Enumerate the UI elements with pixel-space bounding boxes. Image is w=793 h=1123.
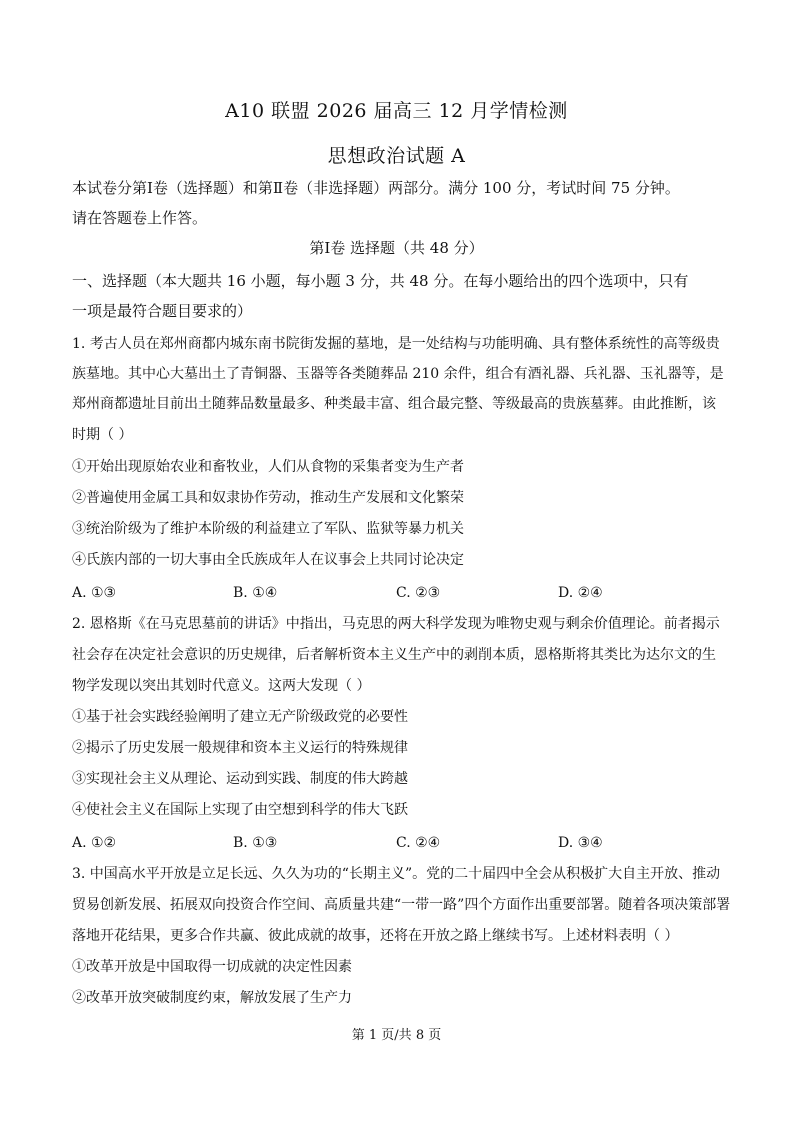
question-text-line: 社会存在决定社会意识的历史规律，后者解析资本主义生产中的剥削本质，恩格斯将其类比为达尔文的生 xyxy=(72,647,716,663)
part-heading: 第Ⅰ卷 选择题（共 48 分） xyxy=(309,239,484,257)
option-a: A. ①③ xyxy=(72,585,117,601)
intro-line: 请在答题卷上作答。 xyxy=(72,209,208,227)
option-c: C. ②④ xyxy=(396,835,441,851)
exam-title: A10 联盟 2026 届高三 12 月学情检测 xyxy=(225,100,568,122)
question-text-line: 郑州商都遗址目前出土随葬品数量最多、种类最丰富、组合最完整、等级最高的贵族墓葬。由此推断，该 xyxy=(72,396,716,412)
question-text-line: 贸易创新发展、拓展双向投资合作空间、高质量共建“一带一路”四个方面作出重要部署。随着各项决策部署 xyxy=(72,897,731,913)
section-instructions: 一项是最符合题目要求的） xyxy=(72,302,253,320)
question-text-line: 1. 考古人员在郑州商都内城东南书院街发掘的墓地，是一处结构与功能明确、具有整体系统性的高等级贵 xyxy=(72,336,720,352)
question-text-line: 2. 恩格斯《在马克思墓前的讲话》中指出，马克思的两大科学发现为唯物史观与剩余价值理论。前者揭示 xyxy=(72,616,720,632)
question-text-line: 族墓地。其中心大墓出土了青铜器、玉器等各类随葬品 210 余件，组合有酒礼器、兵礼器、玉礼器等，是 xyxy=(72,366,724,382)
question-text-line: 物学发现以突出其划时代意义。这两大发现（ ） xyxy=(72,678,371,694)
question-text-line: 时期（ ） xyxy=(72,427,133,443)
option-a: A. ①② xyxy=(72,835,117,851)
option-d: D. ②④ xyxy=(558,585,603,601)
section-instructions: 一、选择题（本大题共 16 小题，每小题 3 分，共 48 分。在每小题给出的四个选项中，只有 xyxy=(72,272,689,290)
statement: ④使社会主义在国际上实现了由空想到科学的伟大飞跃 xyxy=(72,802,408,818)
statement: ①改革开放是中国取得一切成就的决定性因素 xyxy=(72,959,352,975)
statement: ①开始出现原始农业和畜牧业，人们从食物的采集者变为生产者 xyxy=(72,459,464,475)
option-c: C. ②③ xyxy=(396,585,441,601)
option-b: B. ①④ xyxy=(233,585,278,601)
statement: ③统治阶级为了维护本阶级的利益建立了军队、监狱等暴力机关 xyxy=(72,521,464,537)
page-number: 第 1 页/共 8 页 xyxy=(351,1028,442,1043)
option-d: D. ③④ xyxy=(558,835,603,851)
option-b: B. ①③ xyxy=(233,835,278,851)
statement: ②揭示了历史发展一般规律和资本主义运行的特殊规律 xyxy=(72,740,408,756)
intro-line: 本试卷分第Ⅰ卷（选择题）和第Ⅱ卷（非选择题）两部分。满分 100 分，考试时间 75 分钟。 xyxy=(72,179,680,197)
statement: ②改革开放突破制度约束，解放发展了生产力 xyxy=(72,990,352,1006)
statement: ④氏族内部的一切大事由全氏族成年人在议事会上共同讨论决定 xyxy=(72,552,464,568)
statement: ③实现社会主义从理论、运动到实践、制度的伟大跨越 xyxy=(72,771,408,787)
exam-subtitle: 思想政治试题 A xyxy=(327,145,466,167)
question-text-line: 3. 中国高水平开放是立足长远、久久为功的“长期主义”。党的二十届四中全会从积极扩大自主开放、推动 xyxy=(72,866,721,882)
statement: ②普遍使用金属工具和奴隶协作劳动，推动生产发展和文化繁荣 xyxy=(72,490,464,506)
question-text-line: 落地开花结果，更多合作共赢、彼此成就的故事，还将在开放之路上继续书写。上述材料表明（ ） xyxy=(72,928,679,944)
statement: ①基于社会实践经验阐明了建立无产阶级政党的必要性 xyxy=(72,709,408,725)
